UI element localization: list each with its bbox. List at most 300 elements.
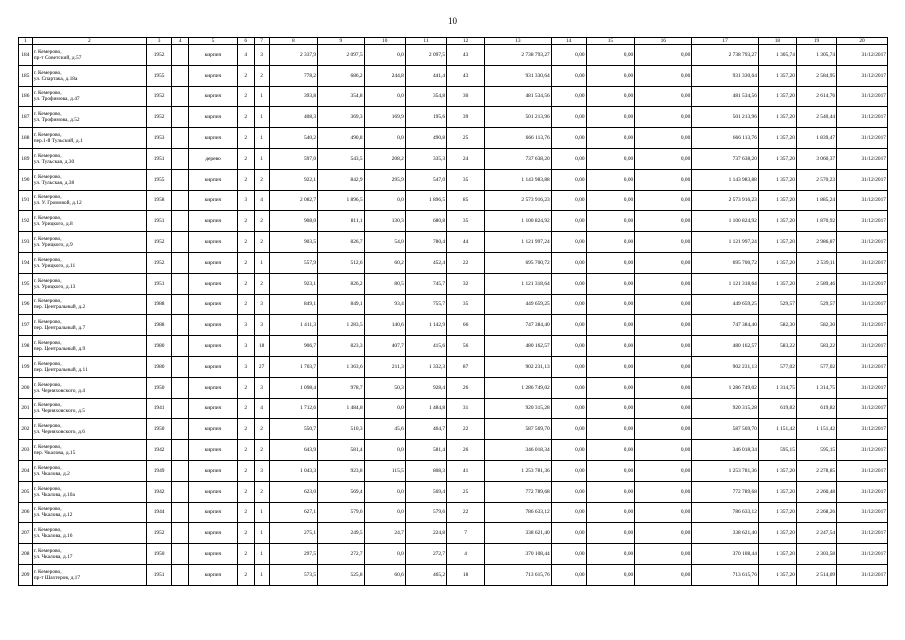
table-cell: 2 738 793,27	[692, 45, 759, 66]
address-street: пер. Центральный, д.2	[33, 304, 86, 311]
address-city: г. Кемерово,	[33, 548, 62, 555]
table-cell: 3	[254, 45, 269, 66]
table-cell: 2	[237, 544, 254, 565]
table-cell: 547,0	[405, 169, 446, 190]
table-cell: 197	[19, 315, 33, 336]
address-cell	[32, 481, 146, 502]
table-cell: 1	[254, 128, 269, 149]
table-cell: кирпич	[189, 377, 238, 398]
table-cell	[172, 107, 189, 128]
table-cell: 666 113,76	[692, 128, 759, 149]
table-cell: 0,00	[551, 502, 586, 523]
address-city: г. Кемерово,	[33, 340, 62, 347]
table-cell: 1 885,24	[796, 190, 836, 211]
table-cell: 31/12/2017	[837, 128, 888, 149]
table-row	[19, 148, 888, 169]
address-cell	[32, 440, 146, 461]
address-street: ул. Трофимова, д.47	[33, 96, 80, 103]
table-cell: кирпич	[189, 460, 238, 481]
table-cell: 1941	[146, 398, 171, 419]
table-cell: 2 986,87	[796, 232, 836, 253]
table-cell: кирпич	[189, 523, 238, 544]
address-city: г. Кемерово,	[33, 319, 62, 326]
table-cell: 207	[19, 523, 33, 544]
table-cell: 1 332,3	[405, 356, 446, 377]
table-cell: 3	[254, 460, 269, 481]
table-cell: 0,00	[635, 481, 692, 502]
table-cell: 0,00	[586, 481, 635, 502]
table-cell: 140,6	[364, 315, 405, 336]
table-cell: кирпич	[189, 128, 238, 149]
column-number: 9	[318, 38, 365, 45]
table-row	[19, 169, 888, 190]
table-cell: кирпич	[189, 190, 238, 211]
table-cell: 1 121 318,64	[485, 273, 552, 294]
table-cell: 713 615,76	[692, 564, 759, 585]
table-cell: 737 638,20	[692, 148, 759, 169]
table-cell: 826,7	[318, 232, 365, 253]
address-street: ул. Черняховского, д.6	[33, 429, 85, 436]
table-cell: 680,8	[405, 211, 446, 232]
table-cell: 1 357,20	[758, 564, 796, 585]
address-cell	[32, 86, 146, 107]
table-cell: 587 569,70	[485, 419, 552, 440]
table-cell: 452,4	[405, 252, 446, 273]
table-cell: 31/12/2017	[837, 336, 888, 357]
table-cell: 772 789,68	[692, 481, 759, 502]
table-cell: 0,00	[586, 440, 635, 461]
table-cell	[172, 190, 189, 211]
table-cell: 2 260,48	[796, 481, 836, 502]
table-cell: 0,00	[586, 86, 635, 107]
table-cell: 44	[447, 232, 485, 253]
table-cell: 510,3	[318, 419, 365, 440]
table-cell: 0,00	[586, 65, 635, 86]
table-cell: 30	[447, 86, 485, 107]
table-cell	[172, 356, 189, 377]
table-cell: 2	[237, 65, 254, 86]
table-cell: 490,8	[405, 128, 446, 149]
table-cell: 0,00	[635, 45, 692, 66]
table-cell: 346 018,34	[692, 440, 759, 461]
table-cell: 4	[254, 398, 269, 419]
table-cell	[172, 128, 189, 149]
table-cell: 2	[237, 481, 254, 502]
table-cell	[172, 377, 189, 398]
table-cell: 1950	[146, 544, 171, 565]
address-city: г. Кемерово,	[33, 69, 62, 76]
table-cell: 31/12/2017	[837, 232, 888, 253]
table-cell: 4	[447, 544, 485, 565]
table-cell: 2	[254, 419, 269, 440]
table-cell: 2	[237, 377, 254, 398]
address-city: г. Кемерово,	[33, 527, 62, 534]
table-cell: 369,3	[318, 107, 365, 128]
column-number: 8	[269, 38, 318, 45]
table-cell: 24	[447, 148, 485, 169]
table-cell: 1 484,8	[405, 398, 446, 419]
table-cell: 1 363,6	[318, 356, 365, 377]
address-cell	[32, 45, 146, 66]
address-cell	[32, 315, 146, 336]
table-cell: 2	[254, 481, 269, 502]
address-city: г. Кемерово,	[33, 90, 62, 97]
table-cell: 2	[254, 440, 269, 461]
table-cell: 1 357,20	[758, 273, 796, 294]
table-cell: 0,00	[551, 336, 586, 357]
table-cell: 778,2	[269, 65, 318, 86]
table-cell: 1 357,20	[758, 107, 796, 128]
table-cell: 849,1	[269, 294, 318, 315]
address-street: ул. Урицкого, д.8	[33, 221, 73, 228]
table-row	[19, 65, 888, 86]
table-cell: 115,5	[364, 460, 405, 481]
table-cell: 1950	[146, 419, 171, 440]
table-cell: 31/12/2017	[837, 460, 888, 481]
table-cell: 1 286 749,02	[485, 377, 552, 398]
table-cell	[172, 86, 189, 107]
table-cell: 4	[254, 190, 269, 211]
table-cell: 1955	[146, 65, 171, 86]
address-cell	[32, 398, 146, 419]
column-number: 6	[237, 38, 254, 45]
table-cell: 480 162,57	[485, 336, 552, 357]
table-cell: 0,00	[635, 148, 692, 169]
table-cell: 581,4	[318, 440, 365, 461]
table-cell: 0,00	[586, 107, 635, 128]
table-cell: 0,00	[635, 294, 692, 315]
table-cell: 22	[447, 252, 485, 273]
table-cell: 745,7	[405, 273, 446, 294]
table-cell: 354,8	[405, 86, 446, 107]
table-cell: 1 411,3	[269, 315, 318, 336]
table-cell: 1953	[146, 128, 171, 149]
table-cell: 0,00	[551, 211, 586, 232]
table-cell: 26	[447, 377, 485, 398]
table-cell: 1	[254, 523, 269, 544]
table-cell: 7	[447, 523, 485, 544]
table-cell: 1980	[146, 336, 171, 357]
table-cell: 543,5	[318, 148, 365, 169]
address-street: пер. Центральный, д.11	[33, 366, 88, 373]
address-cell	[32, 460, 146, 481]
table-cell: 185	[19, 65, 33, 86]
table-cell: 346 018,34	[485, 440, 552, 461]
table-cell: 50,3	[364, 377, 405, 398]
table-cell: 583,22	[758, 336, 796, 357]
table-cell: 0,00	[551, 398, 586, 419]
column-number: 14	[551, 38, 586, 45]
table-cell: 249,5	[318, 523, 365, 544]
address-cell	[32, 273, 146, 294]
table-cell: 902 231,13	[485, 356, 552, 377]
table-cell: 2 589,46	[796, 273, 836, 294]
table-cell: 0,0	[364, 128, 405, 149]
table-cell: 3	[254, 315, 269, 336]
table-cell: 1 305,74	[758, 45, 796, 66]
table-row	[19, 356, 888, 377]
table-cell: 31/12/2017	[837, 273, 888, 294]
table-cell: 39	[447, 107, 485, 128]
table-cell: 577,02	[758, 356, 796, 377]
table-cell: 31/12/2017	[837, 523, 888, 544]
table-cell: 1 151,42	[758, 419, 796, 440]
table-cell: 1955	[146, 169, 171, 190]
table-cell: 2	[254, 211, 269, 232]
table-cell: 35	[447, 169, 485, 190]
table-cell: 2	[237, 440, 254, 461]
table-cell: 2	[237, 294, 254, 315]
table-cell: 643,9	[269, 440, 318, 461]
address-cell	[32, 564, 146, 585]
table-cell: 3	[237, 190, 254, 211]
table-cell: 737 638,20	[485, 148, 552, 169]
address-street: ул. Черняховского, д.4	[33, 387, 85, 394]
table-cell: 0,0	[364, 544, 405, 565]
table-cell: 582,30	[796, 315, 836, 336]
address-city: г. Кемерово,	[33, 381, 62, 388]
address-city: г. Кемерово,	[33, 152, 62, 159]
table-cell: 31/12/2017	[837, 377, 888, 398]
address-street: пр-т Шахтеров, д.17	[33, 574, 81, 581]
table-row	[19, 211, 888, 232]
address-city: г. Кемерово,	[33, 464, 62, 471]
table-cell: 4	[237, 45, 254, 66]
table-cell: 1951	[146, 564, 171, 585]
address-city: г. Кемерово,	[33, 215, 62, 222]
table-cell: 186	[19, 86, 33, 107]
table-cell: 190	[19, 169, 33, 190]
table-row	[19, 336, 888, 357]
table-cell: 1 357,20	[758, 523, 796, 544]
table-cell: 2 268,26	[796, 502, 836, 523]
address-city: г. Кемерово,	[33, 423, 62, 430]
table-cell: 196	[19, 294, 33, 315]
page-number: 10	[448, 16, 457, 26]
table-cell: 1	[254, 86, 269, 107]
table-cell: 1 253 781,36	[692, 460, 759, 481]
table-cell: 31/12/2017	[837, 544, 888, 565]
table-cell: 0,00	[586, 190, 635, 211]
table-cell: кирпич	[189, 502, 238, 523]
table-cell: 922,1	[269, 169, 318, 190]
address-cell	[32, 252, 146, 273]
table-cell: 66	[447, 315, 485, 336]
table-cell: 26	[447, 440, 485, 461]
table-cell: 0,00	[551, 523, 586, 544]
column-number: 3	[146, 38, 171, 45]
table-cell: 192	[19, 211, 33, 232]
table-cell: 0,00	[635, 336, 692, 357]
column-number: 4	[172, 38, 189, 45]
table-cell	[172, 211, 189, 232]
table-cell	[172, 419, 189, 440]
table-cell: 1	[254, 148, 269, 169]
table-cell	[172, 502, 189, 523]
table-cell: 920 315,28	[485, 398, 552, 419]
table-cell: 1 253 781,36	[485, 460, 552, 481]
table-cell: 200	[19, 377, 33, 398]
table-cell: 407,7	[364, 336, 405, 357]
address-city: г. Кемерово,	[33, 236, 62, 243]
table-cell: 581,4	[405, 440, 446, 461]
table-cell: 370 108,44	[485, 544, 552, 565]
table-cell: 393,8	[269, 86, 318, 107]
table-cell: 272,7	[318, 544, 365, 565]
address-street: ул. Чкалова, д.16	[33, 533, 73, 540]
table-cell: кирпич	[189, 398, 238, 419]
table-cell: 1 098,4	[269, 377, 318, 398]
table-cell: 0,00	[586, 252, 635, 273]
table-cell: 22	[447, 502, 485, 523]
table-cell: кирпич	[189, 65, 238, 86]
housing-table	[18, 37, 888, 586]
table-row	[19, 232, 888, 253]
table-cell: 1 043,3	[269, 460, 318, 481]
table-cell: 529,57	[758, 294, 796, 315]
address-cell	[32, 169, 146, 190]
table-cell: 1 357,20	[758, 148, 796, 169]
table-cell: 208	[19, 544, 33, 565]
address-street: ул. Чкалова, д.12	[33, 512, 73, 519]
table-cell: 2 738 793,27	[485, 45, 552, 66]
table-cell: 0,00	[635, 544, 692, 565]
table-cell	[172, 45, 189, 66]
table-cell: 31/12/2017	[837, 65, 888, 86]
table-cell: 0,00	[635, 232, 692, 253]
table-cell	[172, 169, 189, 190]
table-cell: 2 514,09	[796, 564, 836, 585]
table-cell: 93,4	[364, 294, 405, 315]
table-cell: 1 357,20	[758, 169, 796, 190]
table-cell: 1952	[146, 45, 171, 66]
table-cell: 1 121 318,64	[692, 273, 759, 294]
table-row	[19, 107, 888, 128]
table-cell: 31/12/2017	[837, 440, 888, 461]
address-cell	[32, 356, 146, 377]
table-cell: 1944	[146, 502, 171, 523]
table-cell	[172, 273, 189, 294]
table-cell: 1 121 997,24	[692, 232, 759, 253]
table-cell: 31/12/2017	[837, 481, 888, 502]
address-city: г. Кемерово,	[33, 111, 62, 118]
table-cell: 184	[19, 45, 33, 66]
table-cell: 2	[237, 398, 254, 419]
table-cell: 579,6	[405, 502, 446, 523]
table-cell: 666 113,76	[485, 128, 552, 149]
table-cell: 60,6	[364, 564, 405, 585]
table-cell: 244,8	[364, 65, 405, 86]
table-cell: 902 231,13	[692, 356, 759, 377]
table-cell: 204	[19, 460, 33, 481]
table-cell: 297,5	[269, 544, 318, 565]
address-cell	[32, 294, 146, 315]
table-cell: 0,00	[586, 211, 635, 232]
table-cell: 0,00	[635, 564, 692, 585]
table-cell: 2	[237, 107, 254, 128]
table-cell: 130,3	[364, 211, 405, 232]
table-cell: 0,00	[586, 273, 635, 294]
table-cell: 441,4	[405, 65, 446, 86]
table-cell: 1 357,20	[758, 252, 796, 273]
table-cell: 80,5	[364, 273, 405, 294]
table-cell: кирпич	[189, 356, 238, 377]
table-cell: 0,00	[551, 169, 586, 190]
table-cell: 2	[237, 86, 254, 107]
table-cell	[172, 481, 189, 502]
table-cell: кирпич	[189, 273, 238, 294]
table-cell: 2	[237, 211, 254, 232]
table-cell: 272,7	[405, 544, 446, 565]
table-cell: 41	[447, 460, 485, 481]
table-cell: 0,00	[551, 190, 586, 211]
table-cell: 464,7	[405, 419, 446, 440]
table-cell: 338 621,40	[485, 523, 552, 544]
table-cell: 923,1	[269, 273, 318, 294]
table-cell: 335,3	[405, 148, 446, 169]
column-number: 15	[586, 38, 635, 45]
table-cell: 2	[254, 232, 269, 253]
table-cell: 87	[447, 356, 485, 377]
table-row	[19, 294, 888, 315]
table-cell: 0,00	[551, 377, 586, 398]
table-cell: 18	[447, 564, 485, 585]
address-street: ул. Черняховского, д.5	[33, 408, 85, 415]
address-city: г. Кемерово,	[33, 402, 62, 409]
address-cell	[32, 523, 146, 544]
table-cell	[172, 564, 189, 585]
table-cell: 627,1	[269, 502, 318, 523]
table-cell: 31/12/2017	[837, 564, 888, 585]
table-cell: 2 097,5	[405, 45, 446, 66]
table-cell: 928,4	[405, 377, 446, 398]
table-cell: 2 278,85	[796, 460, 836, 481]
table-cell: 31/12/2017	[837, 294, 888, 315]
address-cell	[32, 336, 146, 357]
table-cell: 849,1	[318, 294, 365, 315]
table-cell: 1952	[146, 232, 171, 253]
table-cell: 0,00	[551, 294, 586, 315]
table-cell: 0,00	[551, 564, 586, 585]
address-street: ул. Урицкого, д.13	[33, 283, 76, 290]
table-cell: 0,00	[586, 419, 635, 440]
table-cell: 1 357,20	[758, 128, 796, 149]
table-cell: 0,00	[586, 523, 635, 544]
table-cell: дерево	[189, 148, 238, 169]
table-cell: кирпич	[189, 107, 238, 128]
table-cell: 0,00	[635, 252, 692, 273]
column-number: 13	[485, 38, 552, 45]
address-street: пер. Центральный, д.9	[33, 346, 86, 353]
address-city: г. Кемерово,	[33, 485, 62, 492]
table-cell: 191	[19, 190, 33, 211]
address-street: ул. Трофимова, д.52	[33, 117, 80, 124]
table-cell: 1 357,20	[758, 544, 796, 565]
table-cell: 2	[254, 273, 269, 294]
table-cell: 31/12/2017	[837, 190, 888, 211]
table-cell: 0,00	[635, 398, 692, 419]
table-cell: 43	[447, 45, 485, 66]
table-cell: 2	[237, 523, 254, 544]
table-cell: 189	[19, 148, 33, 169]
table-cell: 208,2	[364, 148, 405, 169]
table-cell: 0,00	[551, 45, 586, 66]
table-cell: 0,00	[635, 356, 692, 377]
table-cell: 1 100 824,92	[692, 211, 759, 232]
table-cell: 2	[237, 460, 254, 481]
table-cell: 188	[19, 128, 33, 149]
table-cell: кирпич	[189, 169, 238, 190]
